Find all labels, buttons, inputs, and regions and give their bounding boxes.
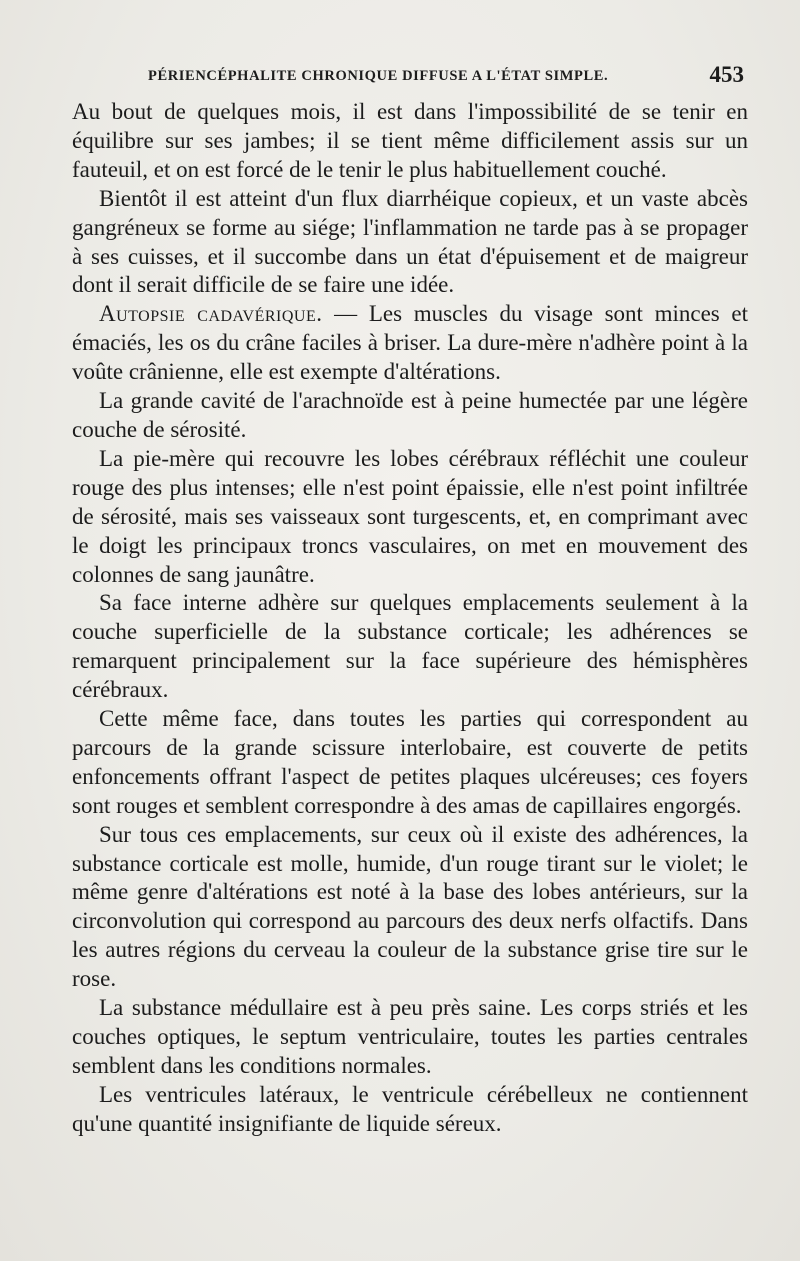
paragraph-7: Cette même face, dans toutes les parties qui correspondent au parcours de la grande scissure interlobaire, est couverte de petits enfoncements offrant l'aspect de petites plaques ulcéreuses; ces foyers sont rouges et semblent correspondre à des amas de capillaires engorgés.: [72, 706, 748, 818]
paragraph-5: La pie-mère qui recouvre les lobes cérébraux réfléchit une couleur rouge des plus intenses; elle n'est point épaissie, elle n'est point infiltrée de sérosité, mais ses vaisseaux sont turgescents, et, en comprimant avec le doigt les principaux troncs vasculaires, on met en mouvement des colonnes de sang jaunâtre.: [72, 445, 748, 587]
page-header: [148, 64, 748, 88]
paragraph-1: Au bout de quelques mois, il est dans l'impossibilité de se tenir en équilibre sur ses jambes; il se tient même difficilement assis sur un fauteuil, et on est forcé de le tenir le plus habituellement couché.: [72, 99, 748, 182]
page-number: 453: [709, 62, 744, 87]
paragraph-6: Sa face interne adhère sur quelques emplacements seulement à la couche superficielle de la substance corticale; les adhérences se remarquent principalement sur la face supérieure des hémisphères cérébraux.: [72, 590, 748, 703]
paragraph-2: Bientôt il est atteint d'un flux diarrhéique copieux, et un vaste abcès gangréneux se forme au siége; l'inflammation ne tarde pas à se propager à ses cuisses, et il succombe dans un état d'épuisement et de maigreur dont il serait difficile de se faire une idée.: [72, 185, 748, 298]
paragraph-10: Les ventricules latéraux, le ventricule cérébelleux ne contiennent qu'une quantité insignifiante de liquide séreux.: [72, 1081, 748, 1136]
paragraph-8: Sur tous ces emplacements, sur ceux où il existe des adhérences, la substance corticale est molle, humide, d'un rouge tirant sur le violet; le même genre d'altérations est noté à la base des lobes antérieurs, sur la circonvolution qui correspond au parcours des deux nerfs olfactifs. Dans les autres régions du cerveau la couleur de la substance grise tire sur le rose.: [72, 821, 748, 992]
running-title: PÉRIENCÉPHALITE CHRONIQUE DIFFUSE A L'ÉTAT SIMPLE.: [148, 68, 609, 84]
paragraph-9: La substance médullaire est à peu près saine. Les corps striés et les couches optiques, le septum ventriculaire, toutes les parties centrales semblent dans les conditions normales.: [72, 995, 748, 1078]
paragraph-4: La grande cavité de l'arachnoïde est à peine humectée par une légère couche de sérosité.: [72, 388, 748, 442]
body-text: [72, 98, 748, 1139]
section-lead: Autopsie cadavérique.: [99, 301, 323, 327]
paragraph-autopsy-text: — Les muscles du visage sont minces et émaciés, les os du crâne faciles à briser. La dure-mère n'adhère point à la voûte crânienne, elle est exempte d'altérations.: [72, 301, 749, 385]
paragraph-autopsy: [72, 300, 748, 387]
